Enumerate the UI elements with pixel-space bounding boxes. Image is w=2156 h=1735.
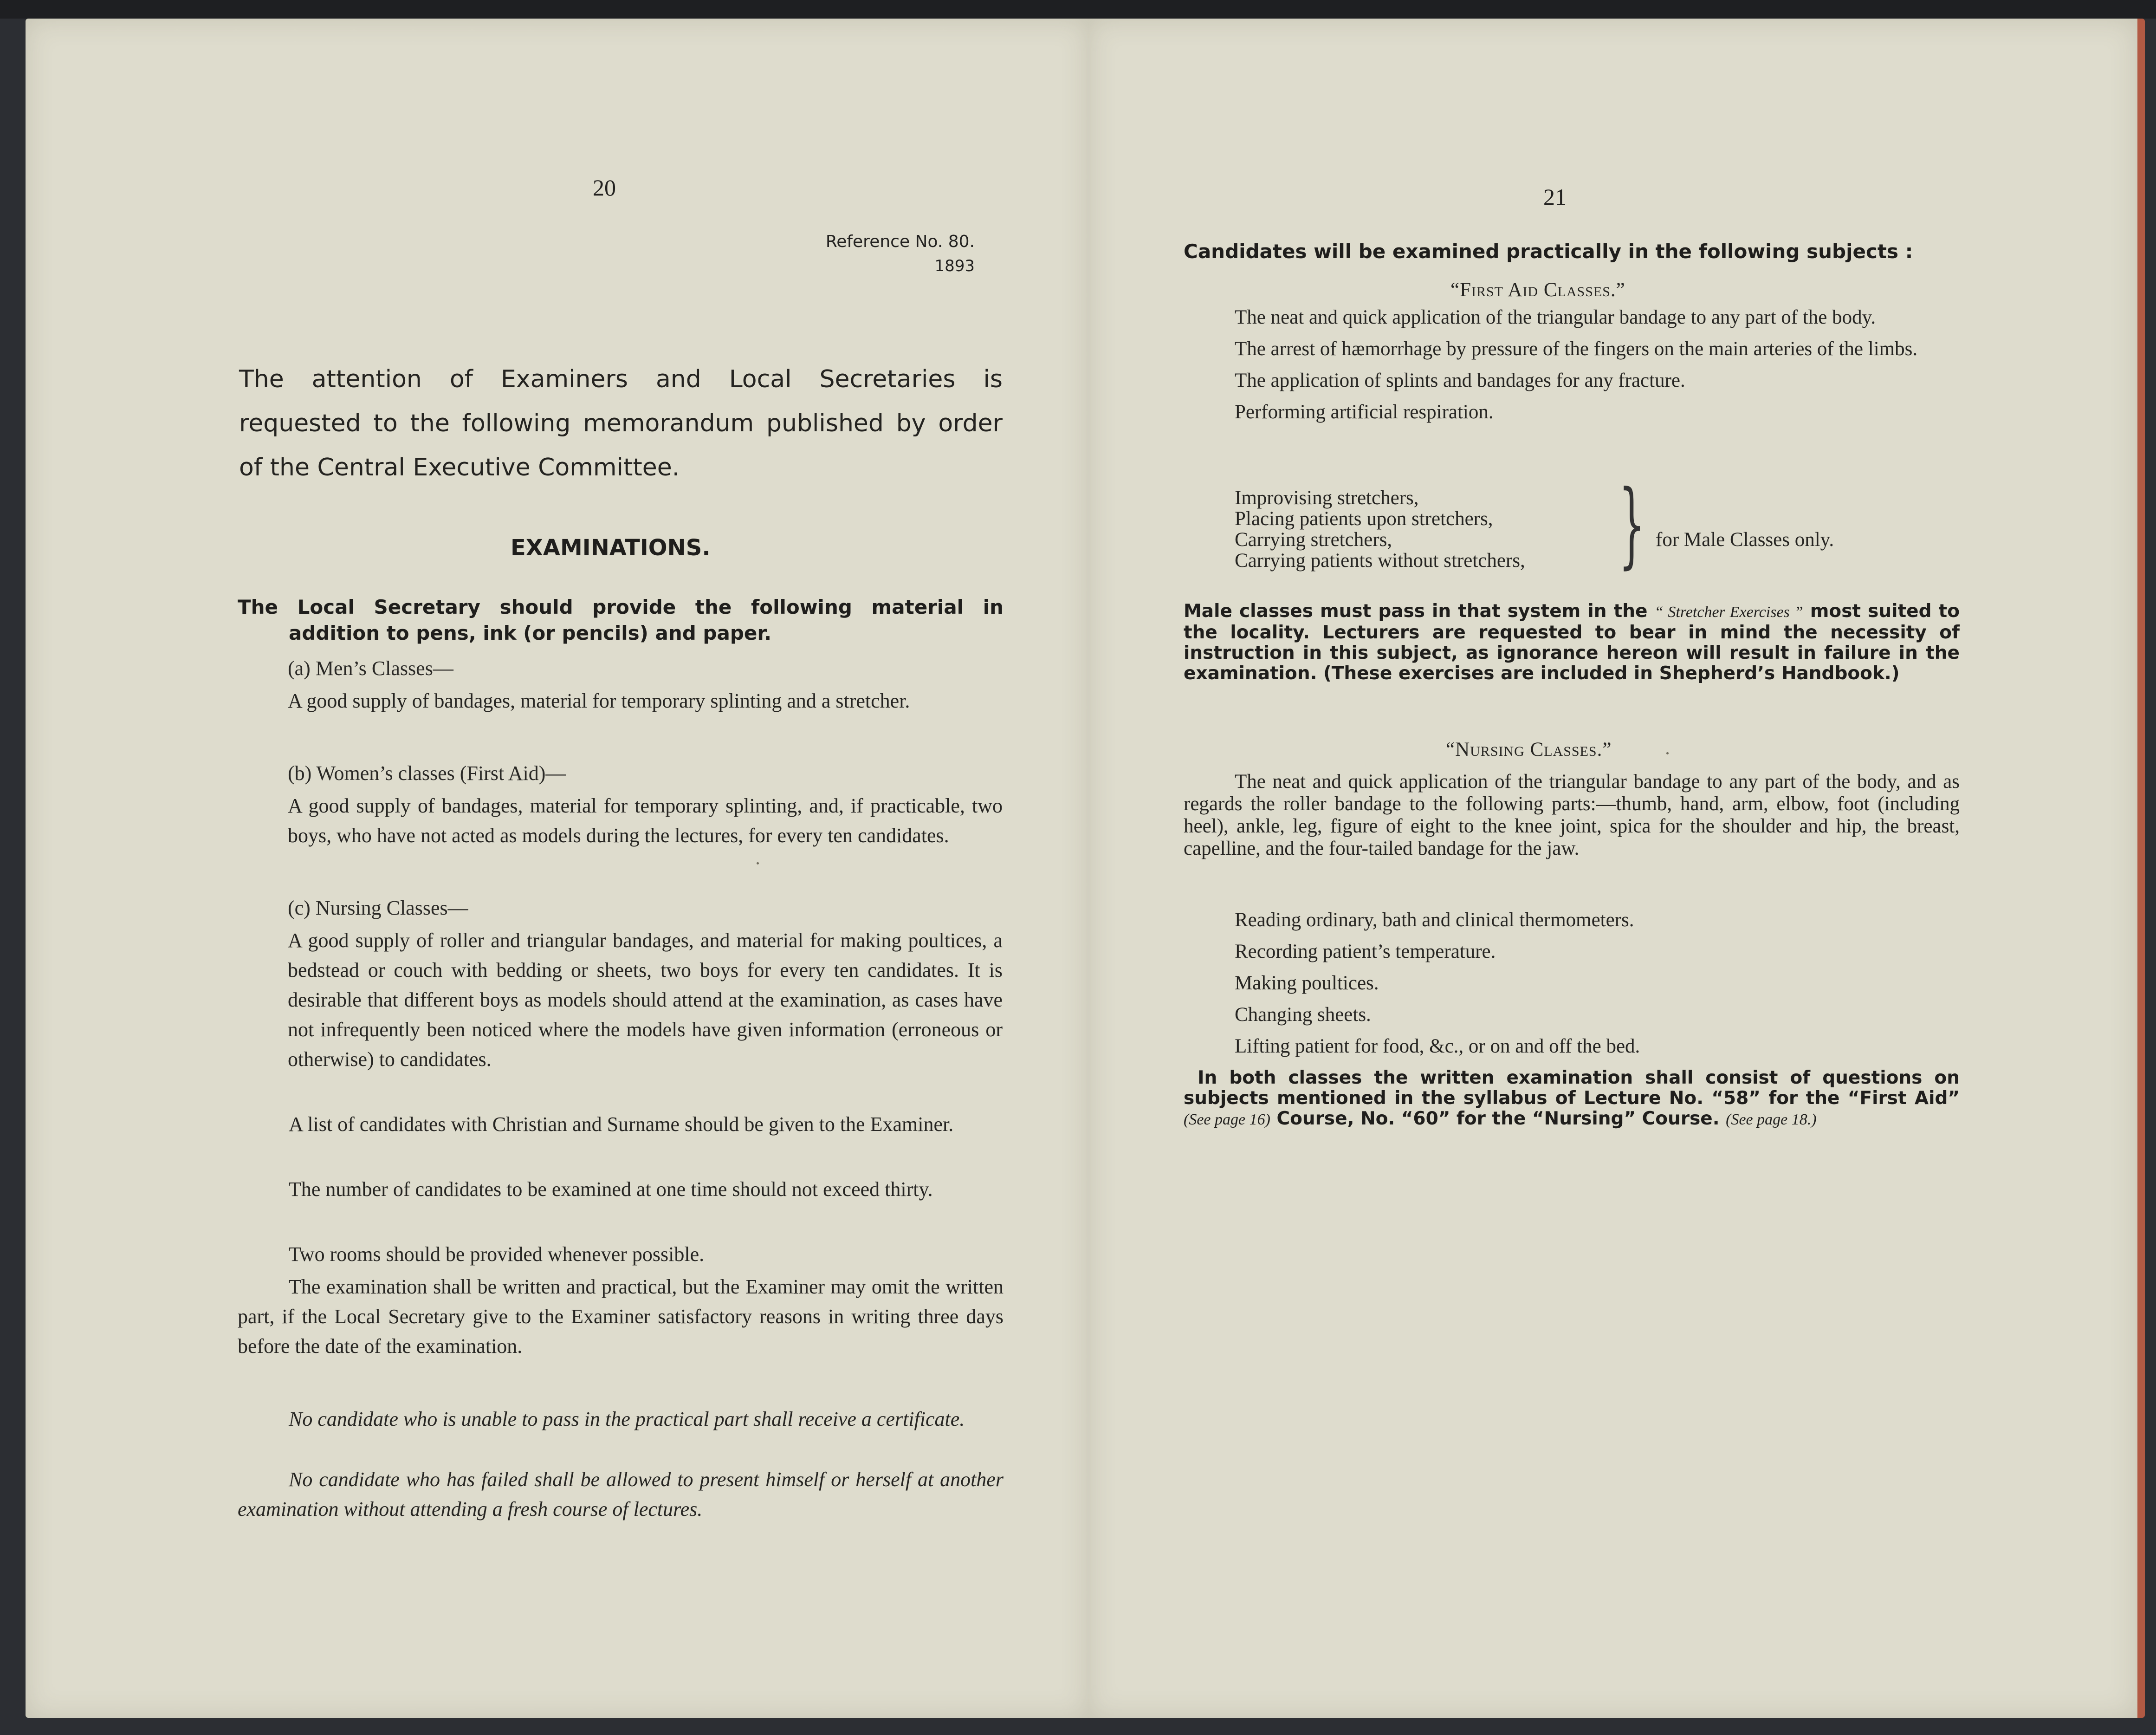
paper-speck bbox=[757, 862, 759, 864]
paper-speck bbox=[1666, 752, 1669, 754]
stretcher-text: most suited to the locality. Lecturers are requested to bear in mind the necessity of instruction in this subject, as ignorance hereon will result in failure in the examination. (These exercises are included in Shepherd’s Handbook.) bbox=[1184, 601, 1960, 684]
italic-note-certificate: No candidate who is unable to pass in the practical part shall receive a certificate. bbox=[289, 1408, 965, 1430]
scan-background-top bbox=[0, 0, 2156, 19]
closing-text: Course, No. “60” for the “Nursing” Course. bbox=[1276, 1108, 1720, 1129]
practical-subjects-intro: Candidates will be examined practically in the following subjects : bbox=[1184, 240, 1913, 263]
male-item: Carrying patients without stretchers, bbox=[1235, 550, 1525, 572]
memo-line: The attention of Examiners and Local Secretaries is bbox=[239, 365, 1003, 393]
item-label-nursing-classes: (c) Nursing Classes— bbox=[288, 897, 468, 919]
male-only-list bbox=[1235, 487, 1525, 571]
memo-line: requested to the following memorandum published by order bbox=[239, 409, 1003, 437]
first-aid-item: The neat and quick application of the triangular bandage to any part of the body. bbox=[1235, 306, 1876, 328]
intro-line: addition to pens, ink (or pencils) and paper. bbox=[289, 622, 772, 644]
page-number: 21 bbox=[1543, 184, 1567, 210]
male-classes-note: for Male Classes only. bbox=[1656, 529, 1834, 551]
first-aid-heading: “First Aid Classes.” bbox=[1450, 279, 1625, 301]
first-aid-item: Performing artificial respiration. bbox=[1235, 401, 1494, 423]
nursing-list bbox=[1235, 904, 1640, 1062]
first-aid-list bbox=[1184, 306, 1960, 423]
page-reference: (See page 16) bbox=[1184, 1111, 1270, 1128]
left-page bbox=[26, 19, 1088, 1718]
nursing-item: Recording patient’s temperature. bbox=[1235, 941, 1496, 962]
first-aid-item: The arrest of hæmorrhage by pressure of the fingers on the main arteries of the limbs. bbox=[1235, 338, 1918, 360]
intro-paragraph bbox=[238, 594, 1004, 646]
nursing-item: Reading ordinary, bath and clinical thermometers. bbox=[1235, 909, 1634, 931]
male-item: Improvising stretchers, bbox=[1235, 487, 1419, 509]
first-aid-item: The application of splints and bandages for any fracture. bbox=[1235, 370, 1685, 391]
italic-note-reexamination: No candidate who has failed shall be allowed to present himself or herself at another examination without attending a fresh course of lectures. bbox=[238, 1468, 1004, 1521]
curly-brace-icon: } bbox=[1619, 470, 1645, 578]
nursing-item: Changing sheets. bbox=[1235, 1004, 1371, 1026]
item-label-mens-classes: (a) Men’s Classes— bbox=[288, 657, 453, 680]
nursing-item: Making poultices. bbox=[1235, 972, 1379, 994]
stretcher-exercises-title: “ Stretcher Exercises ” bbox=[1654, 604, 1803, 621]
reference-block bbox=[722, 230, 975, 278]
nursing-heading: “Nursing Classes.” bbox=[1446, 739, 1612, 760]
item-body-nursing-classes: A good supply of roller and triangular bandages, and material for making poultices, a bedstead or couch with bedding or sheets, two boys for every ten candidates. It is desirable that different boys as models should attend at the examination, as cases have not infrequently been noticed where the models have given information (erroneous or otherwise) to candidates. bbox=[288, 929, 1003, 1071]
nursing-item: Lifting patient for food, &c., or on and off the bed. bbox=[1235, 1035, 1640, 1057]
paragraph-examination-format: The examination shall be written and practical, but the Examiner may omit the written part, if the Local Secretary give to the Examiner satisfactory reasons in writing three days before the date of the examination. bbox=[238, 1275, 1004, 1358]
intro-line: The Local Secretary should provide the following material in bbox=[238, 596, 1004, 618]
paragraph-rooms: Two rooms should be provided whenever possible. bbox=[289, 1243, 705, 1266]
stretcher-text: Male classes must pass in that system in the bbox=[1184, 601, 1648, 622]
item-body-womens-classes: A good supply of bandages, material for temporary splinting, and, if practicable, two boys, who have not acted as models during the lectures, for every ten candidates. bbox=[288, 794, 1003, 847]
memo-line: of the Central Executive Committee. bbox=[239, 454, 680, 481]
paragraph-candidate-list: A list of candidates with Christian and Surname should be given to the Examiner. bbox=[289, 1113, 954, 1136]
paragraph-candidate-number: The number of candidates to be examined at one time should not exceed thirty. bbox=[289, 1178, 933, 1201]
stretcher-exercises-paragraph bbox=[1184, 601, 1960, 684]
section-heading: EXAMINATIONS. bbox=[511, 535, 711, 561]
written-examination-paragraph bbox=[1184, 1068, 1960, 1130]
male-item: Carrying stretchers, bbox=[1235, 529, 1392, 551]
nursing-bandage-paragraph: The neat and quick application of the triangular bandage to any part of the body, and as regards the roller bandage to the following parts:—thumb, hand, arm, elbow, foot (including heel), ankle, leg, figure of eight to the knee joint, spica for the shoulder and hip, the breast, capelline, and the four-tailed bandage for the jaw. bbox=[1184, 771, 1960, 859]
page-reference: (See page 18.) bbox=[1726, 1111, 1817, 1128]
item-label-womens-classes: (b) Women’s classes (First Aid)— bbox=[288, 762, 566, 785]
reference-year: 1893 bbox=[934, 257, 975, 275]
right-page bbox=[1088, 19, 2145, 1718]
male-item: Placing patients upon stretchers, bbox=[1235, 508, 1493, 530]
item-body-mens-classes: A good supply of bandages, material for temporary splinting and a stretcher. bbox=[288, 689, 910, 712]
memorandum-notice bbox=[239, 357, 1003, 490]
page-number: 20 bbox=[593, 175, 616, 201]
reference-number: Reference No. 80. bbox=[825, 232, 975, 251]
closing-text: In both classes the written examination shall consist of questions on subjects mentioned in the syllabus of Lecture No. “58” for the “First Aid” bbox=[1184, 1067, 1960, 1109]
